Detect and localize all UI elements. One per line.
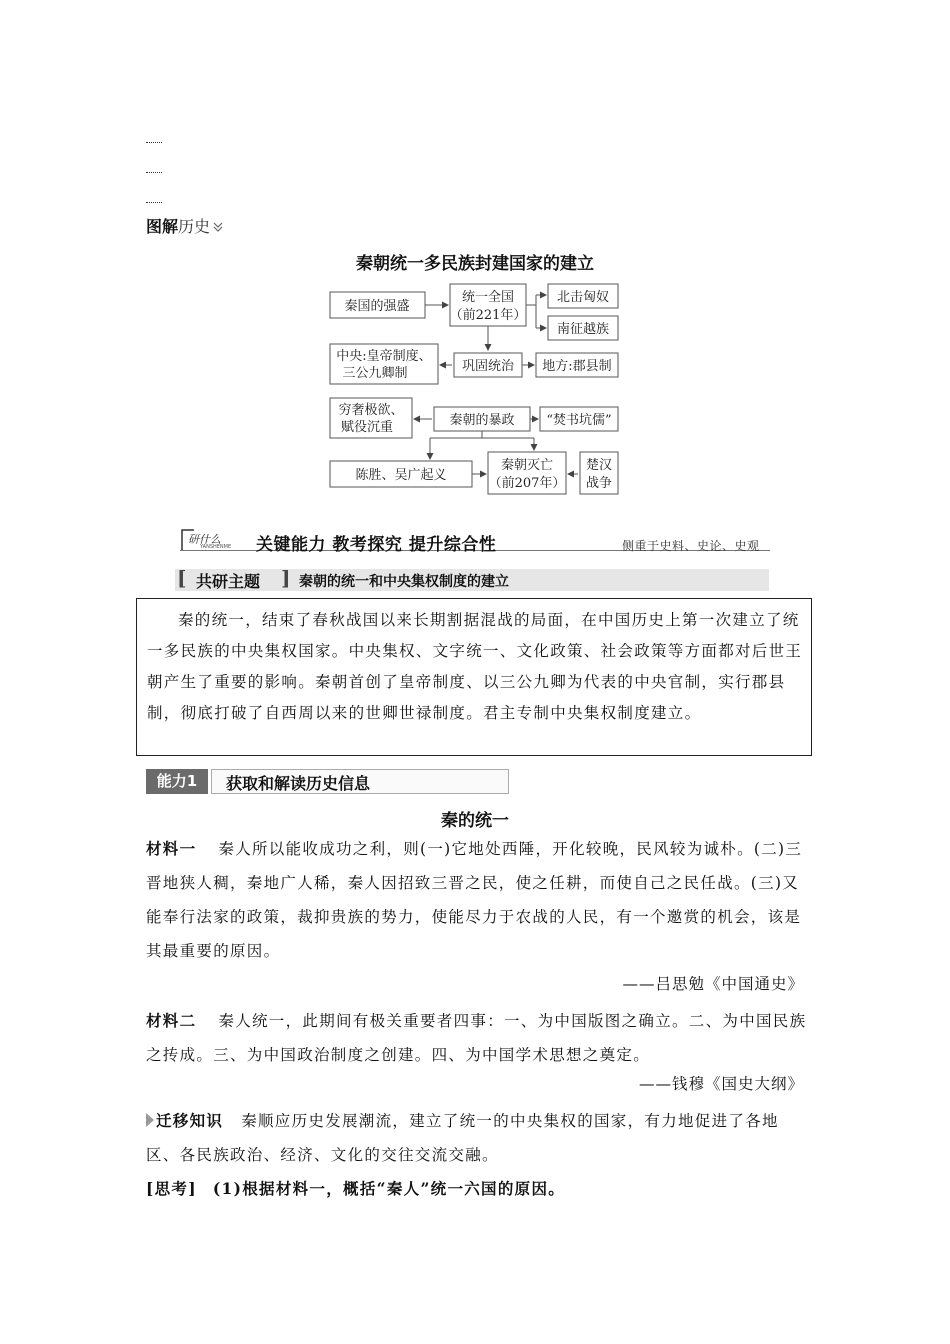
section-header <box>146 214 224 237</box>
dotted-mark <box>146 142 162 143</box>
ability-tag: 能力1 <box>146 769 208 794</box>
transfer-text: 秦顺应历史发展潮流，建立了统一的中央集权的国家，有力地促进了各地区、各民族政治、经济、文化的交往交流交融。 <box>146 1112 779 1164</box>
material-two-label: 材料二 <box>146 1012 197 1030</box>
box-central-text1: 中央:皇帝制度、 <box>336 349 432 364</box>
box-north-text: 北击匈奴 <box>556 290 610 305</box>
banner-title: 关键能力 教考探究 提升综合性 <box>256 535 497 555</box>
box-south-text: 南征越族 <box>556 322 610 337</box>
triangle-right-icon <box>146 1113 154 1127</box>
box-unify-text2: （前221年） <box>449 308 527 323</box>
box-chuhan-text2: 战争 <box>585 476 613 491</box>
ability-title: 获取和解读历史信息 <box>226 774 371 793</box>
double-chevron-down-icon <box>212 218 224 237</box>
topic-bracket-right: ] <box>281 566 291 590</box>
material-two-text: 秦人统一，此期间有极关重要者四事：一、为中国版图之确立。二、为中国民族之抟成。三、为中国政治制度之创建。四、为中国学术思想之奠定。 <box>146 1012 807 1064</box>
material-one <box>146 832 808 968</box>
box-luxury-text2: 赋役沉重 <box>340 420 394 435</box>
intro-text: 秦的统一，结束了春秋战国以来长期割据混战的局面，在中国历史上第一次建立了统一多民族的中央集权国家。中央集权、文字统一、文化政策、社会政策等方面都对后世王朝产生了重要的影响。秦朝首创了皇帝制度、以三公九卿为代表的中央官制，实行郡县制，彻底打破了自西周以来的世卿世禄制度。君主专制中央集权制度建立。 <box>147 611 803 722</box>
material-two-source: ——钱穆《国史大纲》 <box>638 1075 804 1093</box>
intro-box <box>136 598 812 756</box>
material-one-source: ——吕思勉《中国通史》 <box>622 975 804 993</box>
yanshenme-logo <box>180 528 242 552</box>
material-one-text: 秦人所以能收成功之利，则(一)它地处西陲，开化较晚，民风较为诚朴。(二)三晋地狭人稠，秦地广人稀，秦人因招致三晋之民，使之任耕，而使自己之民任战。(三)又能奉行法家的政策，裁抑贵族的势力，使能尽力于农战的人民，有一个邀赏的机会，该是其最重要的原因。 <box>146 840 803 960</box>
think-label: [思考] <box>146 1179 197 1198</box>
dotted-mark <box>146 202 162 203</box>
box-burn-text: “焚书坑儒” <box>546 413 612 428</box>
box-uprising-text: 陈胜、吴广起义 <box>355 468 447 483</box>
material-one-label: 材料一 <box>146 840 197 858</box>
section-label-bold: 图解 <box>146 217 179 236</box>
box-fall-text1: 秦朝灭亡 <box>500 458 554 473</box>
logo-text: 研什么 <box>188 533 221 546</box>
section-label-light: 历史 <box>178 217 211 236</box>
dotted-mark <box>146 172 162 173</box>
diagram-title: 秦朝统一多民族封建国家的建立 <box>356 254 594 274</box>
box-unify-text1: 统一全国 <box>461 290 515 305</box>
transfer-knowledge <box>146 1104 808 1172</box>
topic-label: 共研主题 <box>196 572 261 591</box>
box-qin-strong-text: 秦国的强盛 <box>344 299 410 314</box>
box-fall-text2: （前207年） <box>488 476 566 491</box>
think-question <box>146 1172 808 1206</box>
box-luxury-text1: 穷奢极欲、 <box>338 403 404 418</box>
box-chuhan-text1: 楚汉 <box>585 458 613 473</box>
material-two <box>146 1004 808 1072</box>
banner-subtitle: 侧重于史料、史论、史观 <box>622 539 760 553</box>
box-consolidate-text: 巩固统治 <box>461 359 515 374</box>
flow-diagram <box>320 278 630 498</box>
transfer-label: 迁移知识 <box>156 1112 224 1130</box>
think-text: (1)根据材料一，概括“秦人”统一六国的原因。 <box>212 1179 566 1198</box>
topic-bracket-left: [ <box>177 566 187 590</box>
box-local-text: 地方:郡县制 <box>542 359 612 374</box>
box-central-text2: 三公九卿制 <box>342 366 408 381</box>
section-title: 秦的统一 <box>441 811 509 831</box>
box-tyranny-text: 秦朝的暴政 <box>449 413 515 428</box>
logo-subtext: YANSHENME <box>200 544 232 550</box>
topic-title: 秦朝的统一和中央集权制度的建立 <box>299 574 509 590</box>
